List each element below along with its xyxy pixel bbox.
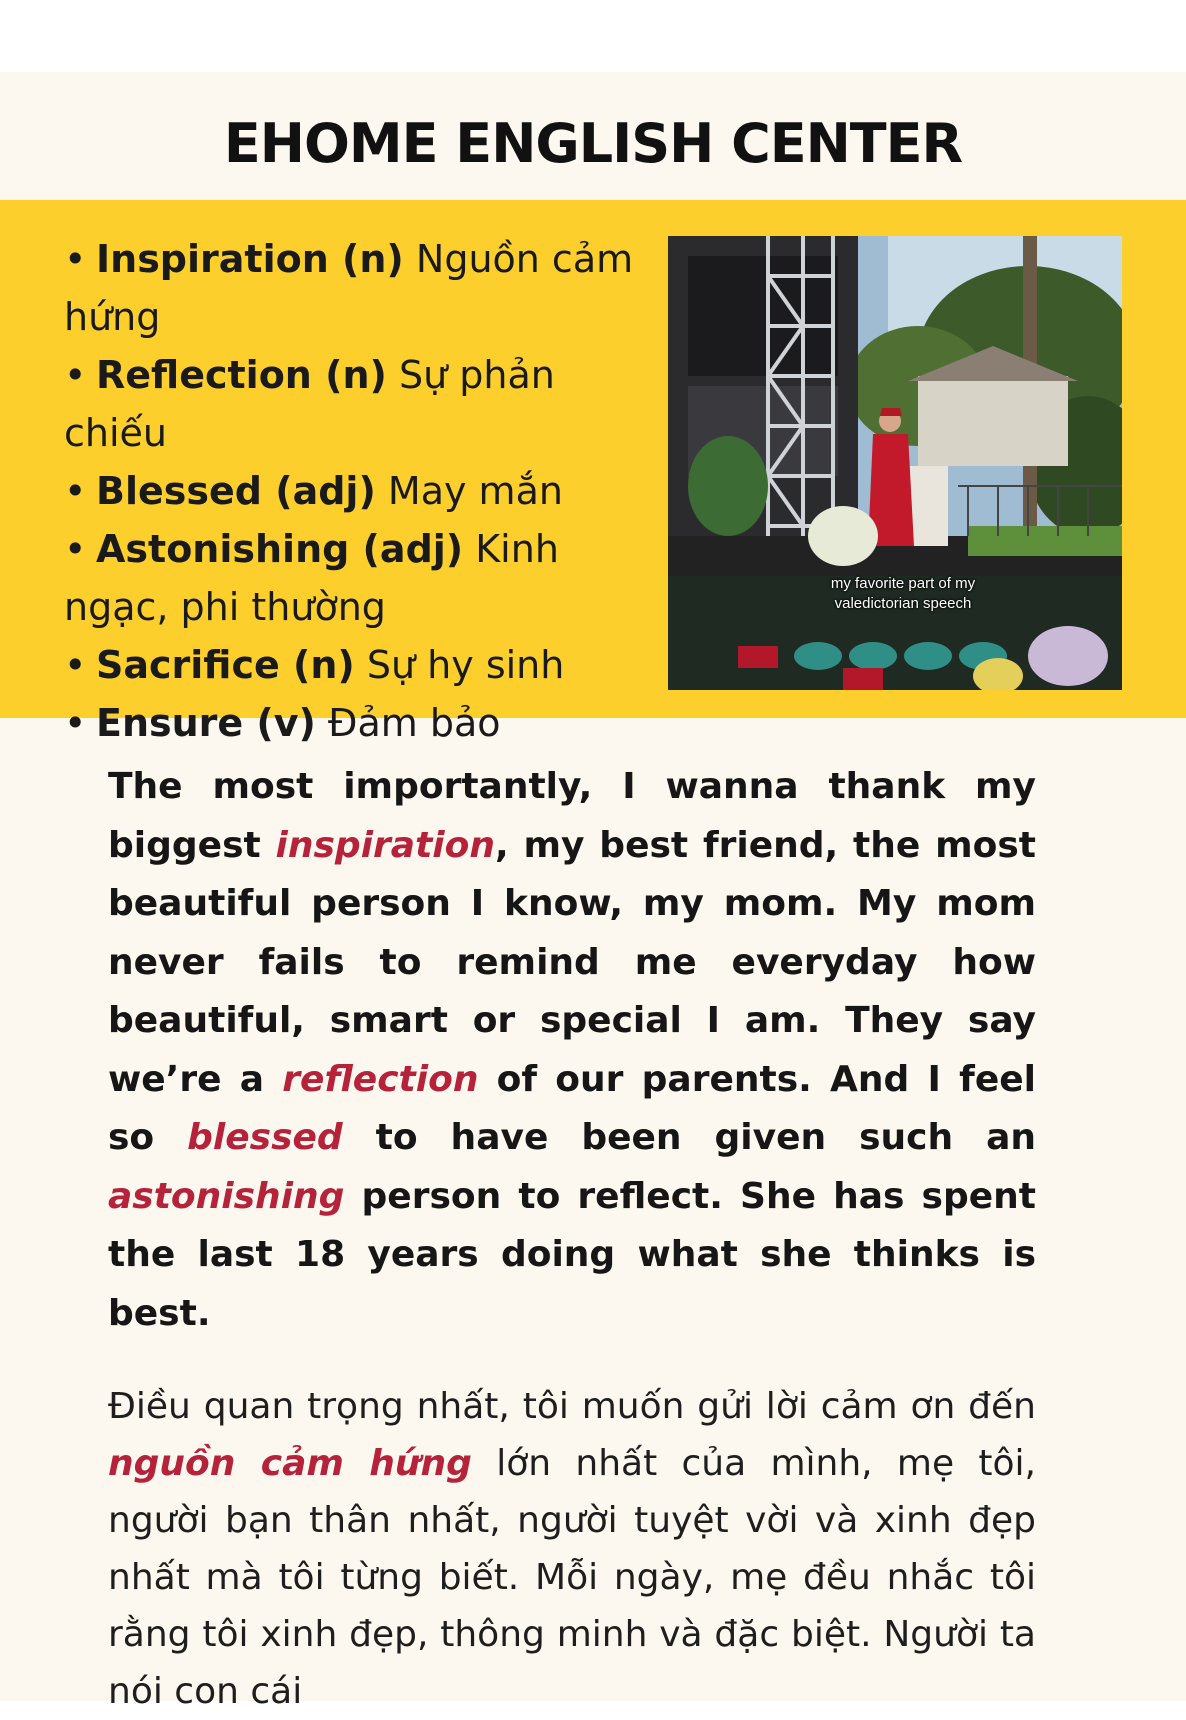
photo-caption bbox=[788, 574, 1018, 614]
english-text: person to reflect. She has spent the last 18 years doing what she thinks is best. bbox=[108, 1175, 1036, 1334]
vietnamese-text: Điều quan trọng nhất, tôi muốn gửi lời cảm ơn đến bbox=[108, 1386, 1036, 1427]
bullet-icon: • bbox=[64, 527, 87, 571]
graduation-scene-illustration bbox=[668, 236, 1122, 690]
vocab-meaning: Sự phản chiếu bbox=[64, 353, 555, 455]
photo-caption-line: valedictorian speech bbox=[834, 595, 972, 612]
vocab-meaning: Sự hy sinh bbox=[366, 643, 565, 687]
bullet-icon: • bbox=[64, 353, 87, 397]
page-title: EHOME ENGLISH CENTER bbox=[223, 112, 963, 175]
vietnamese-paragraph bbox=[108, 1378, 1036, 1720]
vocab-item-astonishing bbox=[64, 520, 664, 636]
bullet-icon: • bbox=[64, 701, 87, 745]
bullet-icon: • bbox=[64, 237, 87, 281]
vocab-item-blessed bbox=[64, 462, 664, 520]
vocab-term: Inspiration (n) bbox=[96, 237, 404, 281]
vocab-item-inspiration bbox=[64, 230, 664, 346]
vocab-term: Astonishing (adj) bbox=[96, 527, 464, 571]
vocab-meaning: Kinh ngạc, phi thường bbox=[64, 527, 559, 629]
vocab-item-sacrifice bbox=[64, 636, 664, 694]
highlight-nguon-cam-hung: nguồn cảm hứng bbox=[108, 1443, 472, 1484]
vocab-term: Ensure (v) bbox=[96, 701, 316, 745]
english-paragraph bbox=[108, 758, 1036, 1343]
bullet-icon: • bbox=[64, 643, 87, 687]
highlight-blessed: blessed bbox=[187, 1117, 343, 1158]
bullet-icon: • bbox=[64, 469, 87, 513]
vocabulary-list bbox=[64, 230, 664, 752]
highlight-astonishing: astonishing bbox=[108, 1175, 345, 1217]
highlight-inspiration: inspiration bbox=[275, 824, 495, 866]
english-text: The most importantly, I wanna thank my biggest bbox=[108, 766, 1036, 866]
vocab-item-ensure bbox=[64, 694, 664, 752]
page bbox=[0, 72, 1186, 1712]
english-text: , my best friend, the most beautiful person I know, my mom. My mom never fails to remind me everyday how beautiful, smart or special I am. They say we’re a bbox=[108, 824, 1036, 1100]
vocab-meaning: Nguồn cảm hứng bbox=[64, 237, 634, 339]
vocabulary-band bbox=[0, 200, 1186, 745]
highlight-reflection: reflection bbox=[282, 1058, 479, 1100]
vocab-meaning: May mắn bbox=[387, 469, 563, 513]
english-text: of our parents. And I feel so bbox=[108, 1058, 1036, 1158]
english-text: to have been given such an bbox=[342, 1117, 1036, 1158]
vocab-term: Sacrifice (n) bbox=[96, 643, 355, 687]
vocab-term: Reflection (n) bbox=[96, 353, 387, 397]
vocab-term: Blessed (adj) bbox=[96, 469, 376, 513]
photo-caption-line: my favorite part of my bbox=[830, 575, 976, 592]
vietnamese-text: lớn nhất của mình, mẹ tôi, người bạn thân nhất, người tuyệt vời và xinh đẹp nhất mà tôi từng biết. Mỗi ngày, mẹ đều nhắc tôi rằng tôi xinh đẹp, thông minh và đặc biệt. Người ta nói con cái bbox=[108, 1443, 1036, 1712]
vocab-item-reflection bbox=[64, 346, 664, 462]
vocab-meaning: Đảm bảo bbox=[328, 701, 501, 745]
graduation-photo bbox=[668, 236, 1122, 690]
